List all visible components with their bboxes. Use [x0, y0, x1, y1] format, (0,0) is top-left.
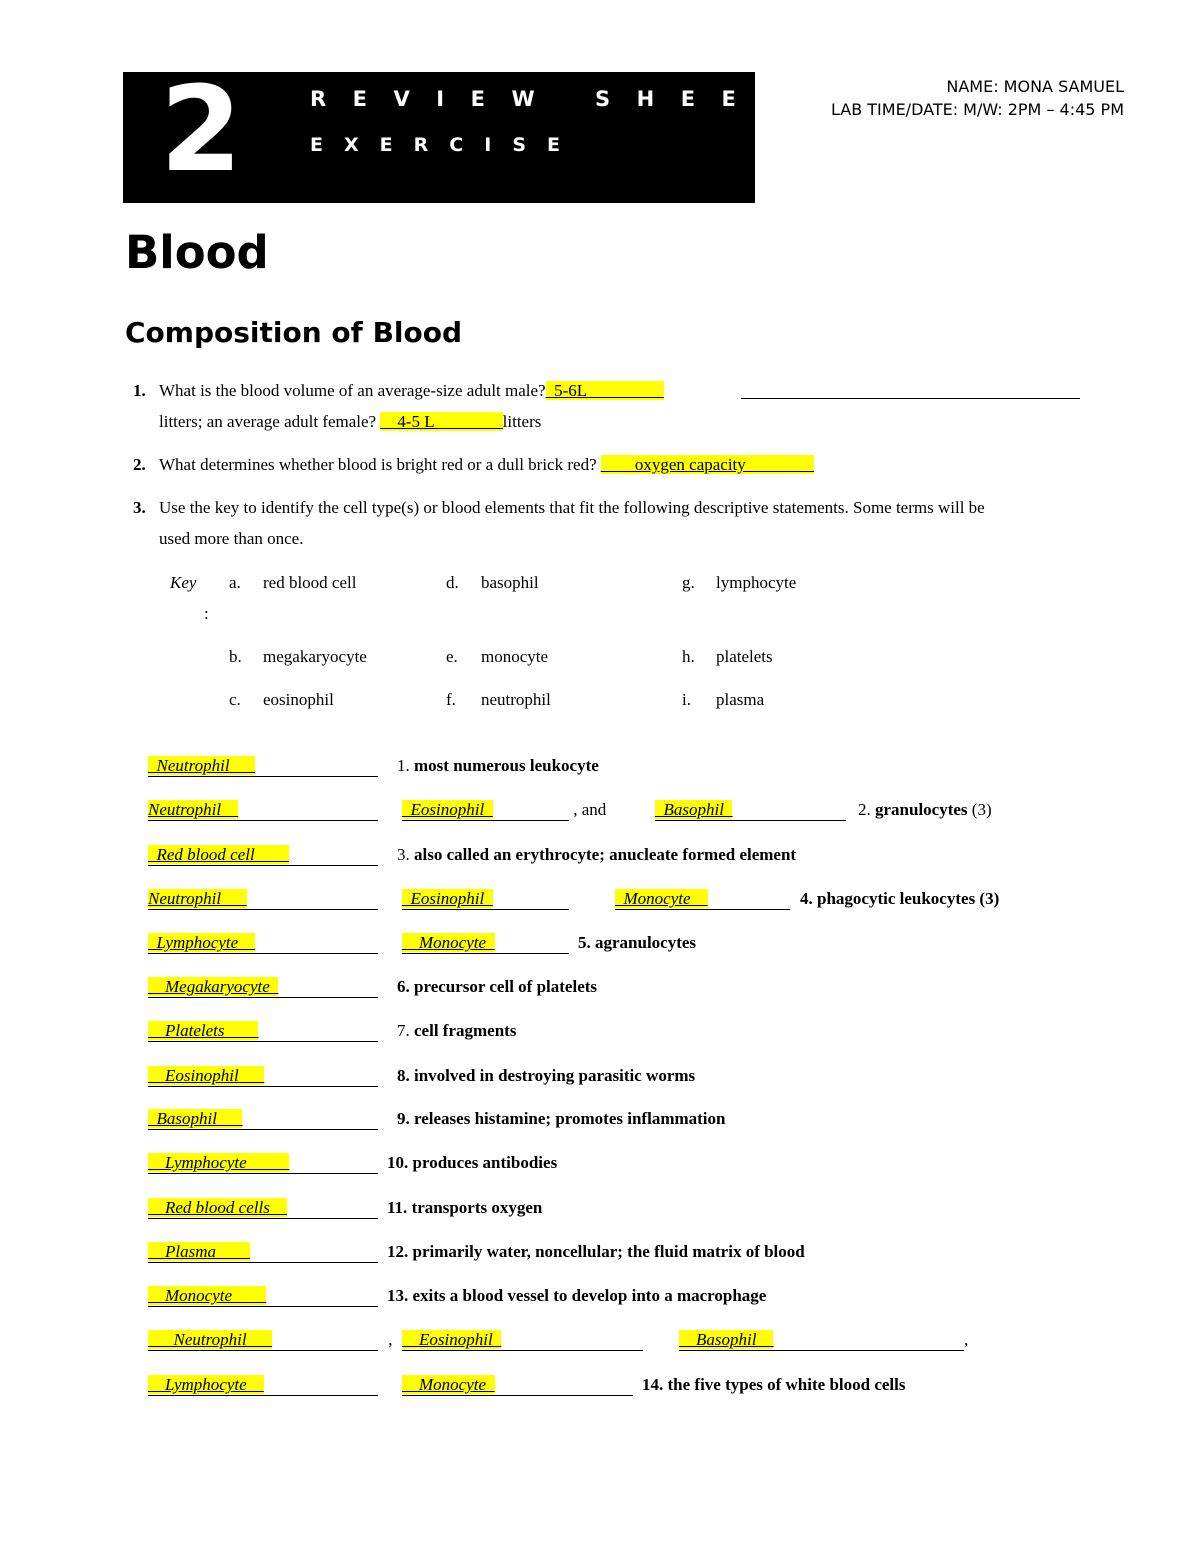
answer-field[interactable]: _Neutrophil___ — [148, 756, 256, 775]
statement-text: most numerous leukocyte — [414, 756, 599, 775]
answer-field[interactable]: __Monocyte____ — [148, 1286, 267, 1305]
answer-row-8 — [148, 1066, 378, 1087]
key-term: eosinophil — [263, 690, 334, 709]
statement-tail: (3) — [971, 800, 992, 819]
answer-field[interactable]: Neutrophil___ — [148, 889, 247, 908]
statement-5 — [578, 933, 696, 953]
statement-8 — [397, 1066, 695, 1086]
answer-field[interactable]: Neutrophil__ — [148, 800, 239, 819]
question-text: What determines whether blood is bright red or a dull brick red? — [159, 455, 597, 474]
answer-row-14-b-b — [402, 1375, 633, 1396]
answer-field[interactable]: __Platelets____ — [148, 1021, 259, 1040]
key-colon: : — [204, 604, 209, 623]
answer-row-13 — [148, 1286, 378, 1307]
question-text: litters — [502, 412, 542, 431]
answer-row-14-b — [148, 1375, 378, 1396]
answer-field[interactable]: _Monocyte__ — [615, 889, 708, 908]
statement-number: 4. — [800, 889, 813, 908]
answer-field[interactable]: __Lymphocyte_____ — [148, 1153, 290, 1172]
statement-6 — [397, 977, 597, 997]
answer-field[interactable]: ___Neutrophil___ — [148, 1330, 273, 1349]
page-title: Blood — [125, 226, 269, 279]
answer-row-2-c — [655, 800, 846, 821]
answer-row-4 — [148, 889, 378, 910]
key-letter: f. — [446, 690, 456, 709]
answer-row-3 — [148, 845, 378, 866]
statement-text: the five types of white blood cells — [667, 1375, 906, 1394]
question-2 — [133, 455, 146, 475]
statement-number: 3. — [397, 845, 410, 864]
answer-row-12 — [148, 1242, 378, 1263]
lab-time-date: LAB TIME/DATE: M/W: 2PM – 4:45 PM — [830, 100, 1124, 119]
answer-female-volume[interactable]: __4-5 L________ — [380, 412, 503, 431]
answer-field[interactable]: __Lymphocyte__ — [148, 1375, 264, 1394]
statement-text: exits a blood vessel to develop into a macrophage — [412, 1286, 767, 1305]
key-term: lymphocyte — [716, 573, 797, 592]
statement-text: precursor cell of platelets — [414, 977, 598, 996]
question-3-line-2: used more than once. — [159, 529, 304, 548]
answer-field[interactable]: _Red blood cell____ — [148, 845, 289, 864]
statement-number: 2. — [858, 800, 871, 819]
separator-text: , and — [573, 800, 607, 819]
statement-2 — [858, 800, 992, 820]
key-term: red blood cell — [263, 573, 357, 592]
exercise-label: E X E R C I S E — [310, 134, 568, 156]
answer-row-2-b — [402, 800, 606, 821]
key-term: neutrophil — [481, 690, 551, 709]
key-term: megakaryocyte — [263, 647, 367, 666]
statement-number: 1. — [397, 756, 410, 775]
statement-text: produces antibodies — [412, 1153, 558, 1172]
answer-row-14-a-c — [679, 1330, 968, 1351]
statement-number: 12. — [387, 1242, 409, 1261]
exercise-number: 2 — [160, 60, 243, 198]
answer-male-volume[interactable]: _5-6L_________ — [545, 381, 664, 400]
answer-field[interactable]: __Basophil__ — [679, 1330, 774, 1349]
question-text: What is the blood volume of an average-size adult male? — [159, 381, 546, 400]
statement-1 — [397, 756, 599, 776]
statement-number: 8. — [397, 1066, 410, 1085]
answer-row-14-a — [148, 1330, 393, 1351]
statement-text: transports oxygen — [411, 1198, 543, 1217]
statement-12 — [387, 1242, 805, 1262]
question-1 — [133, 381, 146, 401]
question-number: 3. — [133, 498, 146, 517]
answer-row-6 — [148, 977, 378, 998]
question-text: litters; an average adult female? — [159, 412, 377, 431]
key-label: Key — [170, 573, 197, 592]
answer-row-2 — [148, 800, 378, 821]
review-sheet-label: R E V I E W S H E E T — [310, 87, 787, 111]
answer-row-9 — [148, 1109, 378, 1130]
statement-number: 10. — [387, 1153, 409, 1172]
key-letter: i. — [682, 690, 691, 709]
key-letter: c. — [229, 690, 241, 709]
statement-number: 5. — [578, 933, 591, 952]
answer-field[interactable]: __Red blood cells__ — [148, 1198, 287, 1217]
statement-number: 6. — [397, 977, 410, 996]
statement-3 — [397, 845, 796, 865]
answer-row-10 — [148, 1153, 378, 1174]
answer-row-4-c — [615, 889, 790, 910]
answer-field[interactable]: _Basophil_ — [655, 800, 733, 819]
key-letter: h. — [682, 647, 695, 666]
question-3 — [133, 498, 146, 518]
key-letter: d. — [446, 573, 459, 592]
student-info — [831, 75, 1124, 121]
question-number: 1. — [133, 381, 146, 400]
answer-field[interactable]: _Basophil___ — [148, 1109, 243, 1128]
answer-row-4-b — [402, 889, 569, 910]
key-term: platelets — [716, 647, 773, 666]
statement-10 — [387, 1153, 557, 1173]
statement-14 — [642, 1375, 905, 1395]
key-letter: e. — [446, 647, 458, 666]
section-heading: Composition of Blood — [125, 316, 463, 349]
statement-7 — [397, 1021, 516, 1041]
separator-text: , — [964, 1330, 969, 1349]
answer-field[interactable]: __Monocyte_ — [402, 1375, 495, 1394]
answer-field[interactable]: __Megakaryocyte_ — [148, 977, 279, 996]
answer-field[interactable]: _Eosinophil_ — [402, 889, 493, 908]
question-1-line-2 — [159, 412, 541, 432]
statement-9 — [397, 1109, 725, 1129]
question-1-line-1 — [159, 381, 664, 401]
answer-row-5 — [148, 933, 378, 954]
statement-text: releases histamine; promotes inflammation — [414, 1109, 726, 1128]
answer-row-1 — [148, 756, 378, 777]
statement-text: involved in destroying parasitic worms — [414, 1066, 696, 1085]
question-3-line-1: Use the key to identify the cell type(s) or blood elements that fit the following descriptive statements. Some terms will be — [159, 498, 985, 517]
student-name: NAME: MONA SAMUEL — [946, 77, 1124, 96]
statement-text: agranulocytes — [595, 933, 697, 952]
answer-row-7 — [148, 1021, 378, 1042]
answer-field[interactable]: __Eosinophil_ — [402, 1330, 502, 1349]
answer-field[interactable]: _Lymphocyte__ — [148, 933, 256, 952]
question-number: 2. — [133, 455, 146, 474]
key-letter: b. — [229, 647, 242, 666]
statement-text: phagocytic leukocytes (3) — [817, 889, 1000, 908]
answer-field[interactable]: __Monocyte_ — [402, 933, 495, 952]
answer-field[interactable]: _Eosinophil_ — [402, 800, 493, 819]
statement-13 — [387, 1286, 766, 1306]
statement-number: 14. — [642, 1375, 664, 1394]
answer-field[interactable]: __Eosinophil___ — [148, 1066, 265, 1085]
answer-blank-line — [741, 398, 1080, 399]
answer-row-5-b — [402, 933, 569, 954]
statement-4 — [800, 889, 999, 909]
statement-number: 13. — [387, 1286, 409, 1305]
statement-text: cell fragments — [414, 1021, 517, 1040]
statement-number: 7. — [397, 1021, 410, 1040]
key-term: basophil — [481, 573, 539, 592]
statement-text: primarily water, noncellular; the fluid matrix of blood — [412, 1242, 805, 1261]
key-term: monocyte — [481, 647, 549, 666]
key-term: plasma — [716, 690, 765, 709]
key-letter: a. — [229, 573, 241, 592]
key-letter: g. — [682, 573, 695, 592]
statement-number: 11. — [387, 1198, 408, 1217]
separator-text: , — [388, 1330, 393, 1349]
question-2-line — [159, 455, 814, 475]
answer-blood-color[interactable]: ____oxygen capacity________ — [600, 455, 814, 474]
statement-number: 9. — [397, 1109, 410, 1128]
answer-row-14-a-b — [402, 1330, 643, 1351]
answer-row-11 — [148, 1198, 378, 1219]
answer-field[interactable]: __Plasma____ — [148, 1242, 250, 1261]
statement-text: also called an erythrocyte; anucleate formed element — [414, 845, 797, 864]
statement-11 — [387, 1198, 542, 1218]
statement-text: granulocytes — [875, 800, 968, 819]
